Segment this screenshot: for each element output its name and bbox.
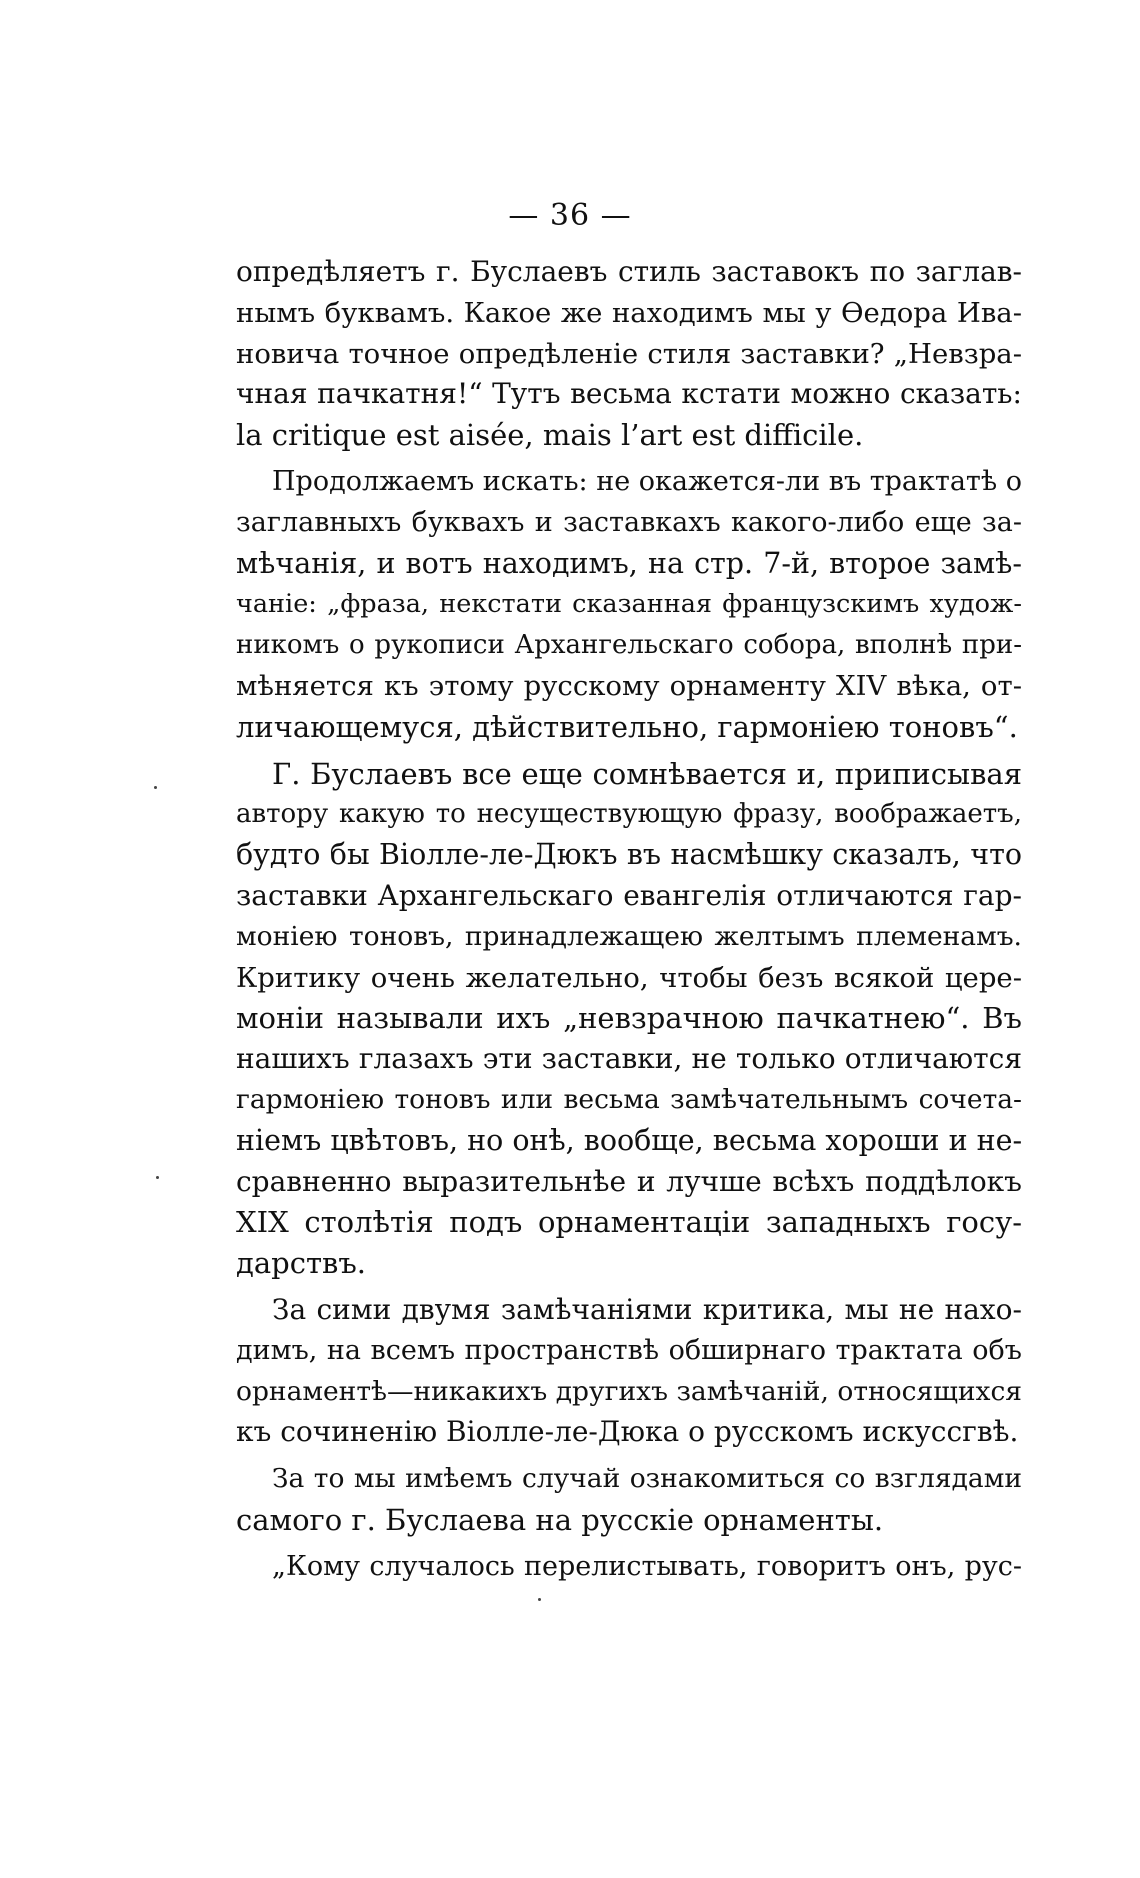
text-line: мѣняется къ этому русскому орнаменту XIV вѣка, от-	[236, 669, 1022, 702]
page-number: — 36 —	[508, 198, 632, 233]
text-line: заглавныхъ буквахъ и заставкахъ какого-либо еще за-	[236, 506, 1022, 538]
scan-speck	[156, 1176, 159, 1179]
scan-speck	[154, 786, 157, 789]
paragraph-3	[236, 754, 1022, 1284]
text-line: личающемуся, дѣйствительно, гармоніею тоновъ“.	[236, 709, 1018, 744]
text-line: сравненно выразительнѣе и лучше всѣхъ поддѣлокъ	[236, 1164, 1022, 1198]
text-line: самого г. Буслаева на русскіе орнаменты.	[236, 1502, 884, 1537]
paragraph-4	[236, 1290, 1022, 1453]
text-line: ніемъ цвѣтовъ, но онѣ, вообще, весьма хороши и не-	[236, 1123, 1023, 1157]
text-line: Критику очень желательно, чтобы безъ всякой цере-	[236, 961, 1022, 994]
text-line: будто бы Віолле-ле-Дюкъ въ насмѣшку сказалъ, что	[236, 838, 1022, 872]
text-line: дарствъ.	[236, 1246, 366, 1281]
text-line: XIX столѣтія подъ орнаментаціи западныхъ госу-	[236, 1205, 1022, 1240]
text-line: la critique est aisée, mais l’art est difficile.	[236, 418, 864, 453]
text-line: димъ, на всемъ пространствѣ обширнаго трактата объ	[236, 1334, 1022, 1366]
text-line: автору какую то несуществующую фразу, воображаетъ,	[236, 799, 1022, 830]
text-line: моніею тоновъ, принадлежащею желтымъ племенамъ.	[236, 920, 1022, 952]
text-line: Продолжаемъ искать: не окажется-ли въ трактатѣ о	[272, 465, 1022, 497]
text-line: моніи называли ихъ „невзрачною пачкатнею“. Въ	[236, 1001, 1022, 1036]
text-line: нымъ буквамъ. Какое же находимъ мы у Ѳедора Ива-	[236, 296, 1022, 329]
text-line: новича точное опредѣленіе стиля заставки? „Невзра-	[236, 337, 1022, 370]
text-line: гармоніею тоновъ или весьма замѣчательнымъ сочета-	[236, 1083, 1022, 1115]
text-line: чаніе: „фраза, некстати сказанная французскимъ худож-	[236, 589, 1022, 620]
text-line: нашихъ глазахъ эти заставки, не только отличаются	[236, 1042, 1022, 1076]
text-line: орнаментѣ—никакихъ другихъ замѣчаній, относящихся	[236, 1375, 1022, 1407]
text-line: Г. Буслаевъ все еще сомнѣвается и, приписывая	[272, 756, 1022, 791]
text-line: никомъ о рукописи Архангельскаго собора, вполнѣ при-	[236, 630, 1022, 661]
body-text	[236, 252, 1022, 1588]
paragraph-1	[236, 252, 1022, 456]
text-line: За то мы имѣемъ случай ознакомиться со взглядами	[272, 1463, 1022, 1495]
paragraph-5	[236, 1459, 1022, 1541]
text-line: чная пачкатня!“ Тутъ весьма кстати можно сказать:	[236, 377, 1022, 411]
text-line: За сими двумя замѣчаніями критика, мы не нахо-	[272, 1292, 1022, 1326]
text-line: опредѣляетъ г. Буслаевъ стиль заставокъ по заглав-	[236, 255, 1022, 288]
paragraph-2	[236, 462, 1022, 748]
text-line: къ сочиненію Віолле-ле-Дюка о русскомъ искуссгвѣ.	[236, 1415, 1019, 1449]
scan-speck	[538, 1598, 541, 1601]
text-line: „Кому случалось перелистывать, говоритъ онъ, рус-	[272, 1550, 1022, 1582]
paragraph-6	[236, 1547, 1022, 1588]
text-line: заставки Архангельскаго евангелія отличаются гар-	[236, 878, 1022, 912]
text-line: мѣчанія, и вотъ находимъ, на стр. 7-й, второе замѣ-	[236, 546, 1022, 580]
